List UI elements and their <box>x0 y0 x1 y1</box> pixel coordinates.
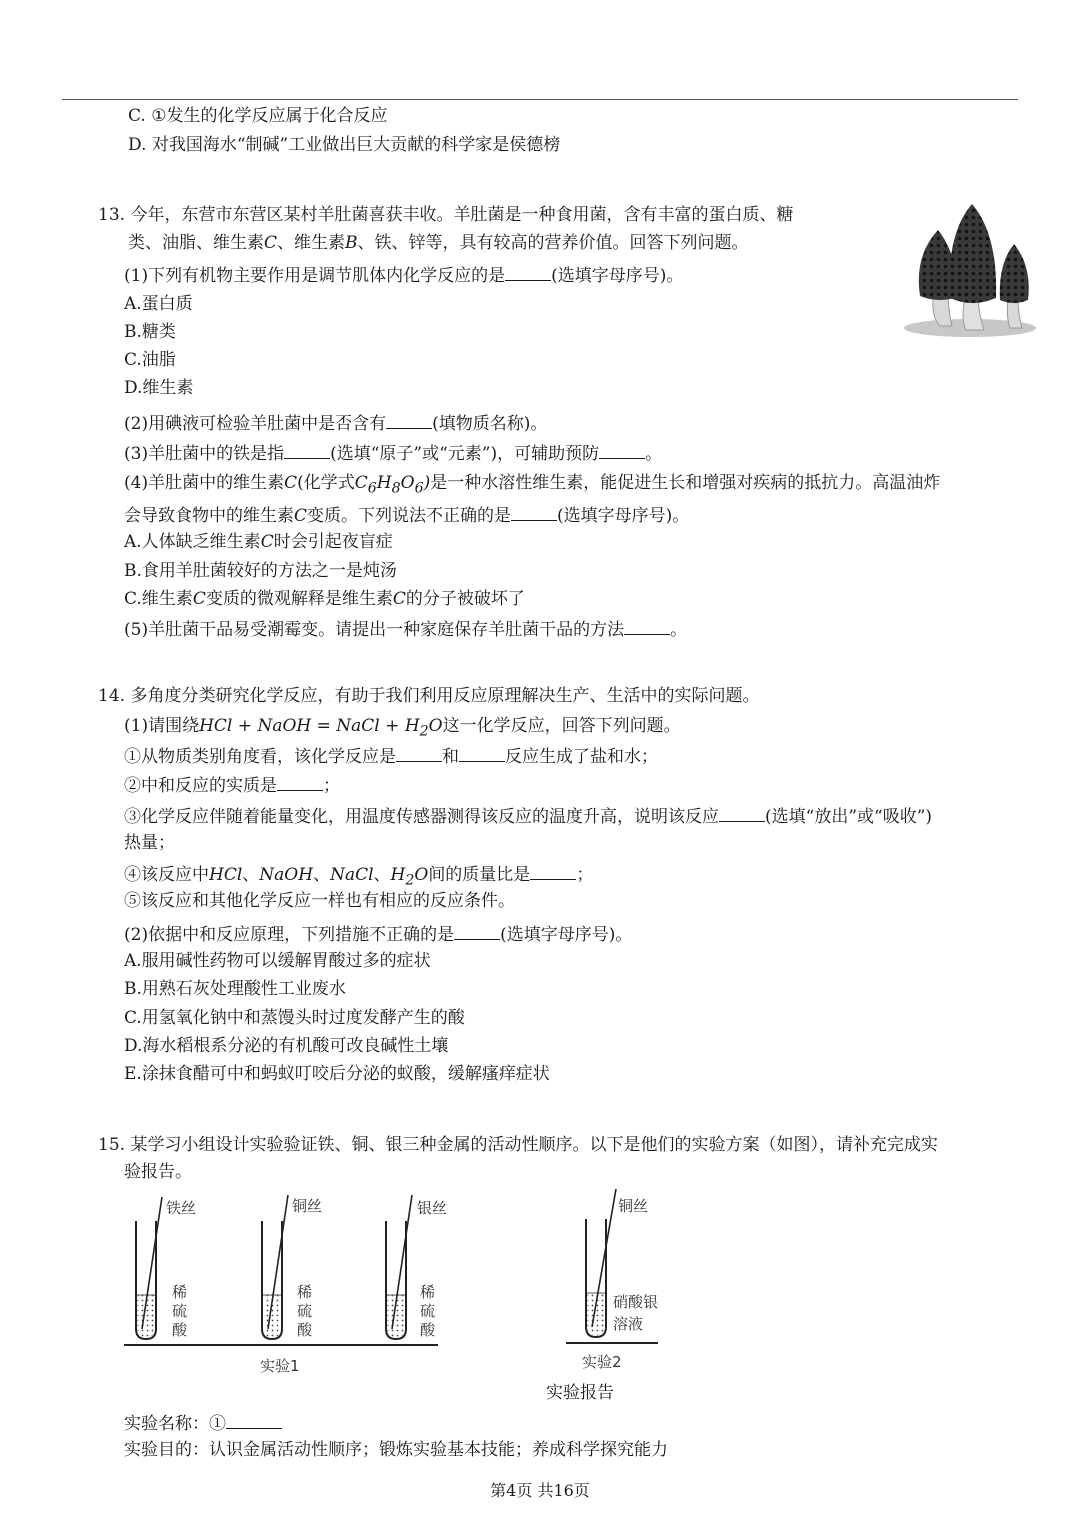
experiment-apparatus-figure <box>120 1183 680 1383</box>
answer-blank[interactable] <box>386 410 432 429</box>
prev-option-d: D. 对我国海水“制碱”工业做出巨大贡献的科学家是侯德榜 <box>128 135 561 155</box>
header-rule <box>62 99 1018 100</box>
report-purpose-line: 实验目的：认识金属活动性顺序；锻炼实验基本技能；养成科学探究能力 <box>124 1440 668 1460</box>
answer-blank[interactable] <box>719 803 765 822</box>
q13-part1: (1)下列有机物主要作用是调节肌体内化学反应的是 (选填字母序号)。 <box>124 262 683 288</box>
acid-label-2: 硫 <box>172 1302 188 1320</box>
q14-sub2: ②中和反应的实质是 ； <box>124 772 340 798</box>
test-tube <box>136 1197 162 1339</box>
acid-label-1: 稀 <box>172 1283 188 1301</box>
copper-wire-label: 铜丝 <box>618 1197 649 1215</box>
acid-label-1: 稀 <box>297 1283 313 1301</box>
q14-part1: (1)请围绕HCl + NaOH = NaCl + $H_2O$这一化学反应，回答下列问题。 <box>124 716 681 740</box>
q13-part2: (2)用碘液可检验羊肚菌中是否含有 (填物质名称)。 <box>124 410 547 436</box>
q14-p2-option-a: A.服用碱性药物可以缓解胃酸过多的症状 <box>124 951 431 971</box>
q13-p1-option-d: D.维生素 <box>124 378 194 398</box>
q14-sub3-line1: ③化学反应伴随着能量变化，用温度传感器测得该反应的温度升高，说明该反应 (选填“放出”或“吸收”) <box>124 803 932 829</box>
q15-stem-line1: 15. 某学习小组设计实验验证铁、铜、银三种金属的活动性顺序。以下是他们的实验方案（如图），请补充完成实 <box>98 1135 938 1155</box>
q13-p1-option-c: C.油脂 <box>124 350 176 370</box>
q13-p4-option-b: B.食用羊肚菌较好的方法之一是炖汤 <box>124 561 397 581</box>
experiment-2-caption: 实验2 <box>582 1353 622 1371</box>
q14-p2-option-d: D.海水稻根系分泌的有机酸可改良碱性土壤 <box>124 1036 449 1056</box>
q13-p1-option-a: A.蛋白质 <box>124 294 193 314</box>
answer-blank[interactable] <box>454 921 500 940</box>
q13-p1-option-b: B.糖类 <box>124 322 176 342</box>
answer-blank[interactable] <box>277 772 323 791</box>
test-tube <box>586 1189 616 1337</box>
page-footer: 第4页 共16页 <box>490 1481 590 1500</box>
acid-label-3: 酸 <box>420 1321 436 1339</box>
q15-stem-line2: 验报告。 <box>124 1162 192 1182</box>
q14-p2-option-b: B.用熟石灰处理酸性工业废水 <box>124 979 346 999</box>
q13-part4-line2: 会导致食物中的维生素C变质。下列说法不正确的是 (选填字母序号)。 <box>124 502 689 528</box>
experiment-1-caption: 实验1 <box>260 1357 300 1375</box>
q14-stem: 14. 多角度分类研究化学反应，有助于我们利用反应原理解决生产、生活中的实际问题。 <box>98 686 760 706</box>
answer-blank[interactable] <box>226 1410 282 1429</box>
q14-sub1: ①从物质类别角度看，该化学反应是 和 反应生成了盐和水； <box>124 743 658 769</box>
copper-wire-label: 铜丝 <box>292 1197 323 1215</box>
q13-p4-option-a: A.人体缺乏维生素C时会引起夜盲症 <box>124 532 393 552</box>
answer-blank[interactable] <box>530 861 576 880</box>
acid-label-3: 酸 <box>297 1321 313 1339</box>
q14-sub5: ⑤该反应和其他化学反应一样也有相应的反应条件。 <box>124 891 515 911</box>
answer-blank[interactable] <box>624 616 670 635</box>
report-name-line: 实验名称：① <box>124 1410 282 1436</box>
test-tube <box>262 1195 288 1339</box>
morel-mushroom-icon <box>900 200 1040 340</box>
silver-wire-label: 银丝 <box>417 1199 448 1217</box>
q14-p2-option-e: E.涂抹食醋可中和蚂蚁叮咬后分泌的蚁酸，缓解瘙痒症状 <box>124 1064 550 1084</box>
solution-label: 溶液 <box>613 1315 644 1333</box>
q13-part5: (5)羊肚菌干品易受潮霉变。请提出一种家庭保存羊肚菌干品的方法 。 <box>124 616 687 642</box>
answer-blank[interactable] <box>511 502 557 521</box>
acid-label-1: 稀 <box>420 1283 436 1301</box>
q14-sub3-line2: 热量； <box>124 833 175 853</box>
q13-part4-line1: (4)羊肚菌中的维生素C(化学式$C_6H_8O_6$)是一种水溶性维生素，能促进生长和增强对疾病的抵抗力。高温油炸 <box>124 473 941 497</box>
silver-nitrate-label: 硝酸银 <box>613 1293 659 1311</box>
prev-option-c: C. ①发生的化学反应属于化合反应 <box>128 106 388 126</box>
acid-label-2: 硫 <box>420 1302 436 1320</box>
q14-p2-option-c: C.用氢氧化钠中和蒸馒头时过度发酵产生的酸 <box>124 1008 465 1028</box>
answer-blank[interactable] <box>396 743 442 762</box>
iron-wire-label: 铁丝 <box>166 1199 197 1217</box>
report-title: 实验报告 <box>546 1383 614 1403</box>
acid-label-2: 硫 <box>297 1302 313 1320</box>
q14-sub4: ④该反应中HCl、NaOH、NaCl、$H_2O$间的质量比是 ； <box>124 861 593 892</box>
q13-p4-option-c: C.维生素C变质的微观解释是维生素C的分子被破坏了 <box>124 589 525 609</box>
answer-blank[interactable] <box>505 262 551 281</box>
answer-blank[interactable] <box>284 440 330 459</box>
answer-blank[interactable] <box>599 440 645 459</box>
q13-stem-line1: 13. 今年，东营市东营区某村羊肚菌喜获丰收。羊肚菌是一种食用菌，含有丰富的蛋白质、糖 <box>98 205 794 225</box>
q13-part3: (3)羊肚菌中的铁是指 (选填“原子”或“元素”)，可辅助预防 。 <box>124 440 662 466</box>
test-tube <box>386 1195 412 1339</box>
acid-label-3: 酸 <box>172 1321 188 1339</box>
answer-blank[interactable] <box>459 743 505 762</box>
q14-part2: (2)依据中和反应原理，下列措施不正确的是 (选填字母序号)。 <box>124 921 632 947</box>
q13-stem-line2: 类、油脂、维生素C、维生素B、铁、锌等，具有较高的营养价值。回答下列问题。 <box>128 233 749 253</box>
